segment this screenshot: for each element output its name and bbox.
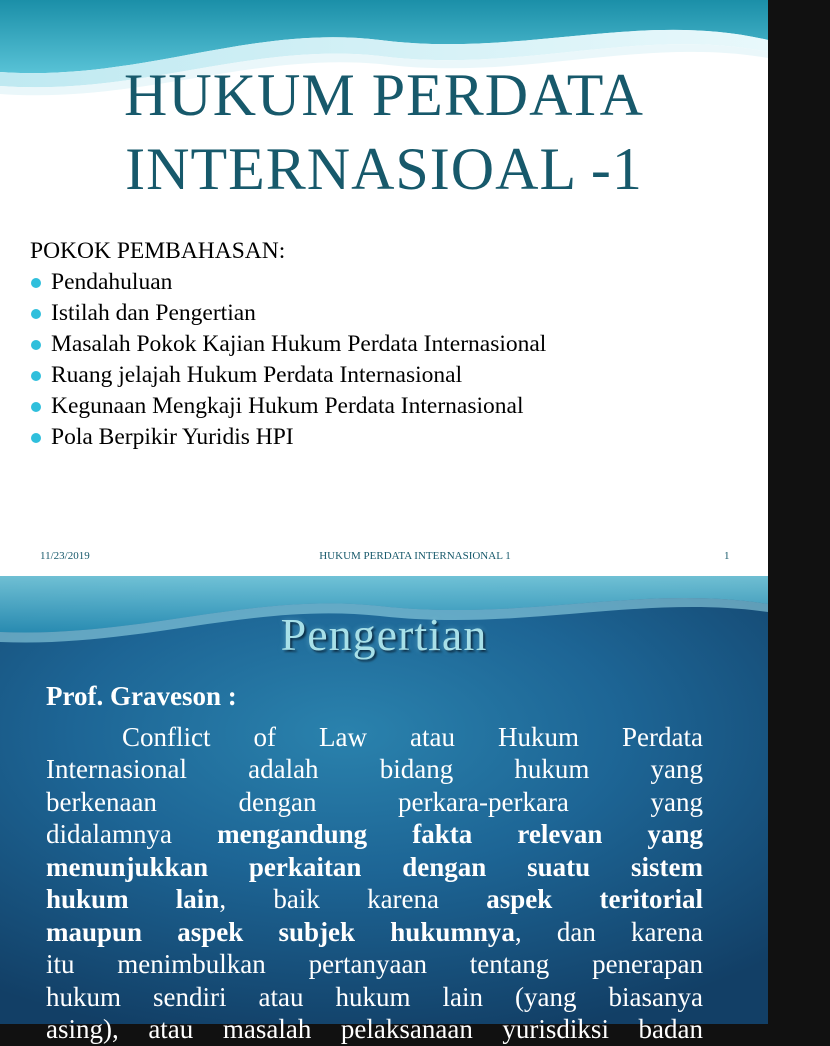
topic-item-label: Istilah dan Pengertian (51, 300, 256, 326)
topic-item (30, 329, 750, 360)
slide1-title (0, 58, 768, 206)
paragraph-text: Conflict of Law atau Hukum Perdata (122, 721, 703, 752)
slide1-content (30, 236, 750, 453)
paragraph-line (46, 883, 703, 916)
emphasis-text: mengandung fakta relevan yang (217, 819, 703, 849)
topic-list (30, 267, 750, 453)
paragraph-line (46, 786, 703, 819)
topic-item (30, 391, 750, 422)
paragraph-text: itu menimbulkan pertanyaan tentang penerapan (46, 949, 703, 979)
topic-item-label: Pendahuluan (51, 269, 173, 295)
paragraph-text: Internasional adalah bidang hukum yang (46, 754, 703, 784)
definition-paragraph (46, 721, 703, 1046)
slide1-title-line2: INTERNASIOAL -1 (125, 136, 643, 202)
topic-item-label: Kegunaan Mengkaji Hukum Perdata Internasional (51, 393, 524, 419)
slide2-title: Pengertian (280, 609, 488, 660)
topic-item (30, 360, 750, 391)
footer-title: HUKUM PERDATA INTERNASIONAL 1 (319, 550, 511, 562)
paragraph-text: , dan karena (514, 916, 703, 947)
paragraph-text: asing), atau masalah pelaksanaan yurisdiksi badan (46, 1014, 703, 1044)
paragraph-text: hukum sendiri atau hukum lain (yang biasanya (46, 981, 703, 1012)
slide1-title-line1: HUKUM PERDATA (124, 62, 644, 128)
topic-item (30, 267, 750, 298)
paragraph-line (46, 1013, 703, 1046)
emphasis-text: aspek teritorial (486, 884, 703, 914)
topic-item-label: Ruang jelajah Hukum Perdata Internasional (51, 362, 463, 388)
bullet-icon (31, 340, 41, 350)
emphasis-text: hukum lain (46, 884, 220, 914)
topic-item (30, 298, 750, 329)
paragraph-line (46, 916, 703, 949)
slide2-body (46, 680, 703, 1046)
bullet-icon (31, 402, 41, 412)
author-name: Prof. Graveson : (46, 681, 237, 711)
topic-item (30, 422, 750, 453)
bullet-icon (31, 309, 41, 319)
section-heading: POKOK PEMBAHASAN: (30, 238, 286, 264)
paragraph-text: didalamnya (46, 819, 218, 849)
paragraph-text: berkenaan dengan perkara-perkara yang (46, 786, 703, 817)
paragraph-line (46, 851, 703, 884)
footer-date: 11/23/2019 (40, 550, 90, 562)
footer-page-number: 1 (724, 550, 730, 562)
bullet-icon (31, 278, 41, 288)
bullet-icon (31, 371, 41, 381)
paragraph-line (46, 948, 703, 981)
paragraph-line (46, 981, 703, 1014)
topic-item-label: Masalah Pokok Kajian Hukum Perdata Internasional (51, 331, 547, 357)
slide-2 (0, 576, 768, 1044)
emphasis-text: menunjukkan perkaitan dengan suatu sistem (46, 851, 703, 882)
paragraph-line (46, 721, 703, 754)
emphasis-text: maupun aspek subjek hukumnya (46, 916, 515, 947)
paragraph-line (46, 753, 703, 786)
topic-item-label: Pola Berpikir Yuridis HPI (51, 424, 294, 450)
paragraph-line (46, 818, 703, 851)
bullet-icon (31, 433, 41, 443)
paragraph-text: , baik karena (219, 884, 487, 914)
